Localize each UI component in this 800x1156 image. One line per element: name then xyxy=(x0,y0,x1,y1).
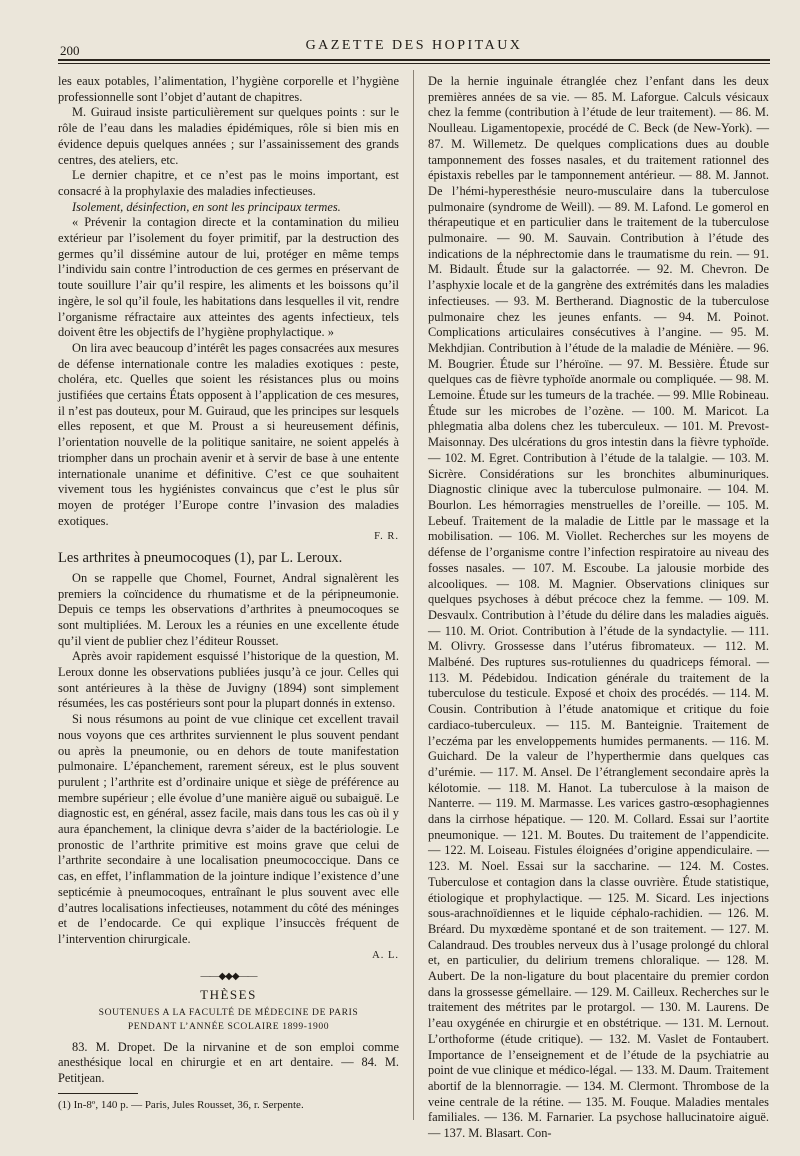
paragraph: M. Guiraud insiste particulièrement sur quelques points : sur le rôle de l’eau dans les maladies épidémiques, rôle si bien mis en évidence depuis quelques années ; sur l’assainissement des grands centres, des ateliers, etc. xyxy=(58,105,399,167)
footnote: (1) In-8º, 140 p. — Paris, Jules Rousset, 36, r. Serpente. xyxy=(58,1098,304,1111)
page-number: 200 xyxy=(60,43,80,58)
theses-subtitle-line: PENDANT L’ANNÉE SCOLAIRE 1899-1900 xyxy=(127,1020,330,1032)
journal-title: GAZETTE DES HOPITAUX xyxy=(305,38,523,53)
theses-subtitle xyxy=(58,1006,399,1034)
header-rule-thin xyxy=(58,63,770,64)
theses-title: THÈSES xyxy=(200,987,257,1003)
ornament-divider: ——◆◆◆—— xyxy=(200,971,257,983)
column-divider xyxy=(413,70,414,1120)
paragraph: On lira avec beaucoup d’intérêt les pages consacrées aux mesures de défense internationale contre les maladies exotiques : peste, choléra, etc. Quelles que soient les résistances plus ou moins justifiées que certains États opposent à l’application de ces mesures, il n’est pas douteux, pour M. Guiraud, que les principes sur lesquels elles reposent, et que M. Proust a si heureusement définis, l’orientation nouvelle de la politique sanitaire, ne soient appelés à triompher dans un prochain avenir et à servir de base à une entente internationale unanime et définitive. C’est ce que souhaitent vivement tous les hygiénistes convaincus que c’est le plus sûr moyen de protéger l’Europe contre l’invasion des maladies exotiques. xyxy=(58,340,399,528)
signature-initials: F. R. xyxy=(374,531,399,543)
theses-subtitle-line: SOUTENUES A LA FACULTÉ DE MÉDECINE DE PARIS xyxy=(98,1006,359,1018)
paragraph: Après avoir rapidement esquissé l’historique de la question, M. Leroux donne les observations publiées jusqu’à ce jour. Celles qui sont antérieures à la thèse de Juvigny (1894) sont simplement résumées, les cas postérieurs sont pour la plupart donnés in extenso. xyxy=(58,649,399,711)
paragraph: Le dernier chapitre, et ce n’est pas le moins important, est consacré à la prophylaxie des maladies infectieuses. xyxy=(58,168,399,198)
page-header xyxy=(58,34,770,58)
header-rule-thick xyxy=(58,59,770,61)
right-column xyxy=(428,74,769,1142)
theses-list: 83. M. Dropet. De la nirvanine et de son emploi comme anesthésique local en chirurgie et en art dentaire. — 84. M. Petitjean. xyxy=(58,1039,399,1086)
signature-initials: A. L. xyxy=(372,949,399,961)
paragraph: Isolement, désinfection, en sont les principaux termes. xyxy=(72,199,341,214)
left-column xyxy=(58,74,399,1114)
paragraph: les eaux potables, l’alimentation, l’hygiène corporelle et l’hygiène professionnelle sont l’objet d’autant de chapitres. xyxy=(58,74,399,104)
paragraph: Si nous résumons au point de vue clinique cet excellent travail nous voyons que ces arthrites surviennent le plus souvent pendant ou après la pneumonie, ou en dehors de toute manifestation pulmonaire. L’épanchement, rarement séreux, est le plus souvent purulent ; l’arthrite est d’ordinaire unique et siège de préférence au membre supérieur ; elle évolue d’une manière aiguë ou subaiguë. Le diagnostic est, en général, assez facile, mais dans tous les cas où il y aura épanchement, la clinique devra s’aider de la bactériologie. Le pronostic de l’arthrite primitive est moins grave que celui de l’arthrite secondaire à une localisation pneumococcique. Dans ce cas, en effet, l’inflammation de la jointure indique l’existence d’une septicémie à pneumocoques, entraînant le plus souvent avec elle d’autres localisations infectieuses, notamment du côté des méninges et de l’endocarde. Ce qui explique l’insuccès fréquent de l’intervention chirurgicale. xyxy=(58,712,399,946)
theses-list-continued: De la hernie inguinale étranglée chez l’enfant dans les deux premières années de sa vie. — 85. M. Laforgue. Calculs vésicaux chez la femme (contribution à l’étude de leur traitement). — 86. M. Noulleau. Ligamentopexie, procédé de C. Beck (de New-York). — 87. M. Willemetz. De quelques complications dues au double tamponnement des fosses nasales, et du traitement rationnel des épistaxis rebelles par le tamponnement antérieur. — 88. M. Jannot. De l’hémi-hyperesthésie neuro-musculaire dans la tuberculose pulmonaire (syndrome de Weill). — 89. M. Lafond. Le gomerol en thérapeutique et en particulier dans le traitement de la tuberculose pulmonaire. — 90. M. Sauvain. Contribution à l’étude des indications de la néphrectomie dans le traumatisme du rein. — 91. M. Bidault. Étude sur la galactorrée. — 92. M. Chevron. De l’asphyxie locale et de la gangrène des extrémités dans les maladies infectieuses. — 93. M. Bertherand. Diagnostic de la tuberculose pulmonaire chez les jeunes enfants. — 94. M. Poinot. Complications articulaires consécutives à l’angine. — 95. M. Mekhdjian. Contribution à l’étude de la maladie de Ménière. — 96. M. Bougrier. Étude sur l’héroïne. — 97. M. Bessière. Étude sur quelques cas de fièvre typhoïde anormale ou compliquée. — 98. M. Lemoine. Étude sur les tumeurs de la trachée. — 99. Mlle Robineau. Étude sur les microbes de l’ozène. — 100. M. Maricot. La phlegmatia alba dolens chez les tuberculeux. — 101. M. Prevost-Maisonnay. Des ulcérations du gros intestin dans la fièvre typhoïde. — 102. M. Egret. Contribution à l’étude de la talalgie. — 103. M. Sicrère. Considérations sur les bronchites albuminuriques. Diagnostic clinique avec la tuberculose pulmonaire. — 104. M. Bourlon. Les hémorragies menstruelles de l’oreille. — 105. M. Lebeuf. Traitement de la maladie de Little par le massage et la mobilisation. — 106. M. Viollet. Recherches sur les moyens de défense de l’organisme contre l’infection respiratoire au niveau des fosses nasales. — 107. M. Escoube. La jalousie morbide des alcooliques. — 108. M. Magnier. Observations cliniques sur quelques psychoses à début précoce chez la femme. — 109. M. Desvaulx. Contribution à l’étude du délire dans les maladies aiguës. — 110. M. Oriot. Contribution à l’étude de la syndactylie. — 111. M. Olivry. Grossesse dans l’utérus fibromateux. — 112. M. Malbéné. Des ruptures sus-rotuliennes du quadriceps fémoral. — 113. M. Pédebidou. Indication générale du traitement de la tuberculose du testicule. Exposé et choix des procédés. — 114. M. Cousin. Contribution à l’étude anatomique et critique du foie cardiaco-tuberculeux. — 115. M. Banteignie. Traitement de l’eczéma par les enveloppements humides permanents. — 116. M. Guichard. De la valeur de l’hyperthermie dans quelques cas d’urémie. — 117. M. Ansel. De l’étranglement secondaire après la kélotomie. — 118. M. Hanot. La tuberculose à la maison de Nanterre. — 119. M. Marmasse. Les varices gastro-œsophagiennes dans la cirrhose hépatique. — 120. M. Collard. Essai sur l’aortite pneumonique. — 121. M. Boutes. Du traitement de l’appendicite. — 122. M. Loiseau. Fistules éloignées d’origine appendiculaire. — 123. M. Noel. Essai sur la saccharine. — 124. M. Costes. Tuberculose et contagion dans la classe ouvrière. Étude statistique, étiologique et prophylactique. — 125. M. Sicard. Les injections sous-arachnoïdiennes et le liquide céphalo-rachidien. — 126. M. Bréard. Du myxœdème spontané et de son traitement. — 127. M. Calandraud. Des troubles nerveux dus à l’usage prolongé du chloral et, en particulier, du delirium tremens chloralique. — 128. M. Aubert. De la non-ligature du bout placentaire du premier cordon dans la grossesse gémellaire. — 129. M. Cailleux. Recherches sur le traitement des métrites par le protargol. — 130. M. Laurens. De l’eau oxygénée en chirurgie et en obstétrique. — 131. M. Lernout. L’orthoforme (étude critique). — 132. M. Vaslet de Fontaubert. Importance de l’enseignement et de l’étude de la psychiatrie au point de vue clinique et médico-légal. — 133. M. Daum. Traitement abortif de la blennorragie. — 134. M. Clermont. Thrombose de la veine centrale de la rétine. — 135. M. Fouque. Maladies mentales familiales. — 136. M. Farnarier. La psychose hallucinatoire aiguë. — 137. M. Blasart. Con- xyxy=(428,74,769,1141)
section-title: Les arthrites à pneumocoques (1), par L. Leroux. xyxy=(58,550,343,567)
footnote-rule xyxy=(58,1093,138,1094)
quote-paragraph: « Prévenir la contagion directe et la contamination du milieu extérieur par l’isolement du foyer primitif, par la destruction des germes qu’il dissémine autour de lui, protéger en même temps l’individu sain contre l’introduction de ces germes en préservant de toute souillure l’air qu’il respire, les aliments et les boissons qu’il ingère, le sol qu’il foule, les habitations dans lesquelles il vit, rendre l’organisme réfractaire aux atteintes des agents infectieux, tels doivent être les objectifs de l’hygiène prophylactique. » xyxy=(58,215,399,340)
paragraph: On se rappelle que Chomel, Fournet, Andral signalèrent les premiers la coïncidence du rhumatisme et de la péripneumonie. Depuis ce temps les observations d’arthrites à pneumocoques se sont multipliées. M. Leroux les a réunies en une excellente étude qu’il vient de publier chez l’éditeur Rousset. xyxy=(58,570,399,648)
